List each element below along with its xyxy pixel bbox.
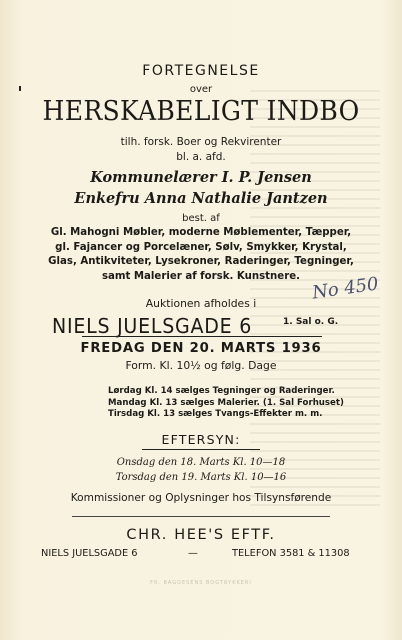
auction-address: NIELS JUELSGADE 6 xyxy=(52,314,253,338)
auction-intro: Auktionen afholdes i xyxy=(145,297,257,310)
inspection-line: Torsdag den 19. Marts Kl. 10—16 xyxy=(115,472,287,483)
inspection-heading: EFTERSYN: xyxy=(161,432,241,447)
items-list xyxy=(0,226,402,284)
footer-dash: — xyxy=(188,548,198,559)
estate-name-2: Enkefru Anna Nathalie Jantzen xyxy=(74,190,328,207)
estate-name-1: Kommunelærer I. P. Jensen xyxy=(90,169,312,186)
items-line: gl. Fajancer og Porcelæner, Sølv, Smykker, Krystal, xyxy=(55,241,347,253)
handwritten-number: No 450 xyxy=(310,273,380,304)
consisting-of-label: best. af xyxy=(182,213,220,224)
inspection-line: Onsdag den 18. Marts Kl. 10—18 xyxy=(116,457,286,468)
schedule-list xyxy=(108,386,344,421)
over-label: over xyxy=(189,84,213,95)
auction-date: FREDAG DEN 20. MARTS 1936 xyxy=(80,341,322,356)
schedule-line: Lørdag Kl. 14 sælges Tegninger og Raderinger. xyxy=(108,386,335,396)
schedule-line: Tirsdag Kl. 13 sælges Tvangs-Effekter m. m. xyxy=(108,409,323,420)
main-title: HERSKABELIGT INDBO xyxy=(42,96,360,127)
commission-note: Kommissioner og Oplysninger hos Tilsynsførende xyxy=(70,492,332,504)
address-rule xyxy=(82,336,322,337)
inspection-rule xyxy=(142,449,260,450)
printer-stamp: FR. BAGGESENS BOGTRYKKERI xyxy=(150,580,252,586)
inspection-dates xyxy=(0,455,402,485)
subtitle-owners: tilh. forsk. Boer og Rekvirenter xyxy=(120,136,282,148)
auction-time: Form. Kl. 10½ og følg. Dage xyxy=(125,359,277,372)
floor-note: 1. Sal o. G. xyxy=(283,317,339,327)
firm-name: CHR. HEE'S EFTF. xyxy=(126,527,276,543)
footer-phone: TELEFON 3581 & 11308 xyxy=(232,548,350,559)
items-line: samt Malerier af forsk. Kunstnere. xyxy=(101,270,301,282)
items-line: Gl. Mahogni Møbler, moderne Møblementer, Tæpper, xyxy=(50,227,352,238)
items-line: Glas, Antikviteter, Lysekroner, Raderinger, Tegninger, xyxy=(48,256,354,268)
document-heading: FORTEGNELSE xyxy=(142,63,260,79)
schedule-line: Mandag Kl. 13 sælges Malerier. (1. Sal Forhuset) xyxy=(108,397,344,408)
subtitle-among: bl. a. afd. xyxy=(176,151,226,163)
footer-address: NIELS JUELSGADE 6 xyxy=(41,548,138,559)
footer-rule xyxy=(72,516,330,517)
